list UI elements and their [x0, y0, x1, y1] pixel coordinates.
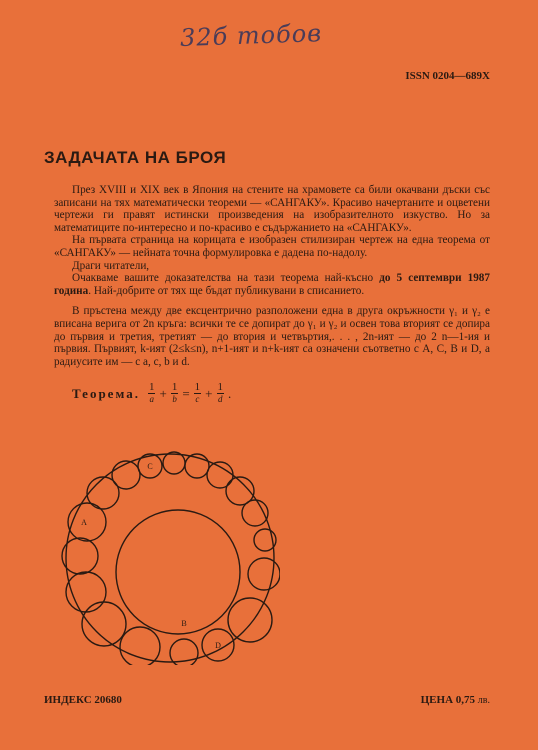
issn-number: ISSN 0204—689X: [405, 70, 490, 82]
equals-sign: =: [182, 385, 190, 401]
theorem-label: Теорема.: [72, 385, 140, 401]
paragraph-greeting: Драги читатели,: [72, 259, 150, 272]
page-title: ЗАДАЧАТА НА БРОЯ: [44, 148, 227, 167]
deadline-date: до 5 септември 1987 година: [54, 272, 490, 297]
chain-circle: [207, 462, 233, 488]
figure-label-a: A: [81, 518, 87, 527]
theorem-formula: [72, 382, 231, 405]
period: .: [228, 385, 232, 401]
index-number: ИНДЕКС 20680: [44, 694, 122, 706]
article-body: [54, 184, 490, 368]
paragraph-cover-note: На първата страница на корицата е изобразен стилизиран чертеж на една теорема от «САНГАКУ» — нейната точна формулировка е дадена по-надолу.: [54, 234, 490, 259]
plus-sign: +: [159, 385, 167, 401]
handwritten-note: 32б тобов: [179, 19, 323, 53]
sangaku-circle-chain-figure: [60, 450, 280, 665]
chain-circle: [228, 598, 272, 642]
chain-circle: [82, 602, 126, 646]
inner-circle-gamma1: [116, 510, 240, 634]
fraction-1-over-a: $\frac{1}{a}$: [148, 381, 155, 404]
chain-circle: [68, 503, 106, 541]
paragraph-problem: В пръстена между две ексцентрично разположени една в друга окръжности γ₁ и γ₂ е вписана верига от 2n кръга: всички те се допират до γ₁ и γ₂ и освен това вторият се допира до първия и третия, третият — до втория и четвъртия,. . . , 2n-ият — до 2 n—1-ия и първия. Първият, k-ият (2≤k≤n), n+1-ият и n+k-ият са означени съответно с A, C, B и D, а радиусите им — с a, c, b и d.: [54, 305, 490, 368]
paragraph-deadline: Очакваме вашите доказателства на тази теорема най-късно до 5 септември 1987 година. Най-добрите от тях ще бъдат публикувани в списанието.: [54, 272, 490, 297]
figure-label-b: B: [181, 619, 187, 628]
fraction-1-over-d: $\frac{1}{d}$: [217, 381, 223, 404]
plus-sign: +: [205, 385, 213, 401]
chain-circle: [120, 627, 160, 665]
chain-circle: [62, 538, 98, 574]
fraction-1-over-b: $\frac{1}{b}$: [171, 381, 178, 404]
chain-circle: [248, 558, 280, 590]
figure-label-d: D: [215, 641, 221, 650]
figure-label-c: C: [147, 462, 153, 471]
fraction-1-over-c: $\frac{1}{c}$: [194, 381, 201, 404]
paragraph-intro: През XVIII и XIX век в Япония на стените на храмовете са били окачвани дъски със записани на тях математически теореми — «САНГАКУ». Красиво начертаните и оцветени чертежи ги правят истински произведения на изобразителното изкуство. Но за математиците по-интересно и по-красиво е съдържанието на «САНГАКУ».: [54, 184, 490, 234]
chain-circle: [163, 452, 185, 474]
price: ЦЕНА 0,75 лв.: [420, 694, 490, 706]
